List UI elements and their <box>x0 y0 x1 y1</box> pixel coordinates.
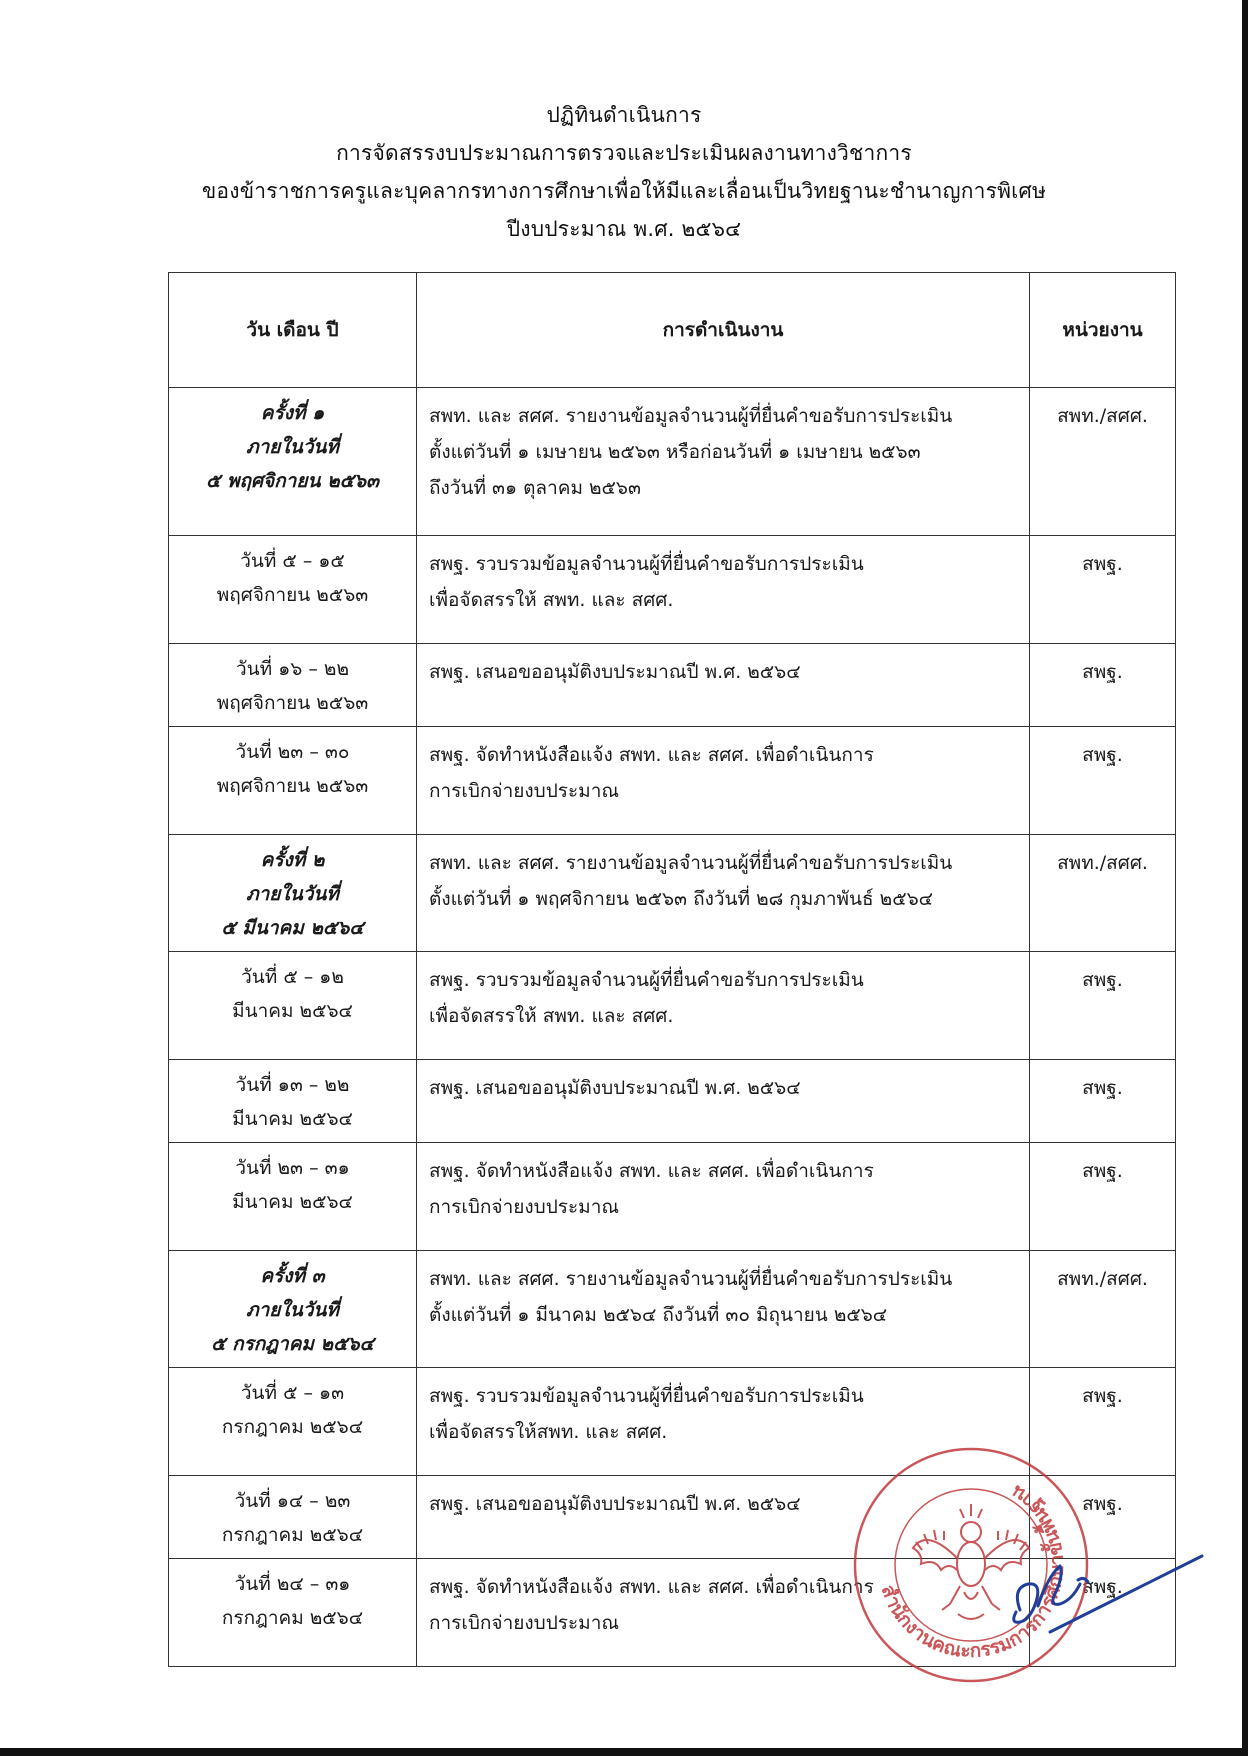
activity-line: การเบิกจ่ายงบประมาณ <box>429 1612 619 1634</box>
activity-cell <box>417 388 1030 536</box>
round-deadline-cell <box>169 1251 417 1368</box>
activity-cell <box>417 1060 1030 1143</box>
date-range-cell <box>169 1060 417 1143</box>
table-row <box>169 952 1176 1060</box>
unit-cell: สพฐ. <box>1030 727 1176 835</box>
date-line: วันที่ ๕ – ๑๓ <box>240 1382 345 1404</box>
activity-cell <box>417 727 1030 835</box>
date-range-cell <box>169 1368 417 1476</box>
date-line: พฤศจิกายน ๒๕๖๓ <box>216 775 369 797</box>
title-line-2: การจัดสรรงบประมาณการตรวจและประเมินผลงานทางวิชาการ <box>336 141 912 165</box>
date-line: ๕ กรกฎาคม ๒๕๖๔ <box>211 1333 374 1355</box>
round-deadline-cell <box>169 388 417 536</box>
date-range-cell <box>169 536 417 644</box>
scan-edge-right <box>1242 0 1248 1756</box>
activity-line: สพท. และ สศศ. รายงานข้อมูลจำนวนผู้ที่ยื่นคำขอรับการประเมิน <box>429 852 953 874</box>
activity-line: การเบิกจ่ายงบประมาณ <box>429 780 619 802</box>
activity-line: สพฐ. จัดทำหนังสือแจ้ง สพท. และ สศศ. เพื่อดำเนินการ <box>429 1160 874 1182</box>
date-line: วันที่ ๕ – ๑๒ <box>241 966 344 988</box>
scan-edge-bottom <box>0 1748 1248 1756</box>
activity-line: ตั้งแต่วันที่ ๑ เมษายน ๒๕๖๓ หรือก่อนวันที่ ๑ เมษายน ๒๕๖๓ <box>429 441 921 463</box>
date-range-cell <box>169 952 417 1060</box>
unit-cell: สพท./สศศ. <box>1030 1251 1176 1368</box>
activity-cell <box>417 644 1030 727</box>
unit-cell: สพฐ. <box>1030 1368 1176 1476</box>
date-line: วันที่ ๑๖ – ๒๒ <box>236 658 349 680</box>
activity-line: สพฐ. เสนอขออนุมัติงบประมาณปี พ.ศ. ๒๕๖๔ <box>429 1077 801 1099</box>
unit-cell: สพฐ. <box>1030 1559 1176 1667</box>
table-row <box>169 835 1176 952</box>
date-line: ๕ มีนาคม ๒๕๖๔ <box>221 917 364 939</box>
column-header-unit: หน่วยงาน <box>1030 273 1176 388</box>
activity-cell <box>417 952 1030 1060</box>
date-line: มีนาคม ๒๕๖๔ <box>232 1108 353 1130</box>
table-row <box>169 1060 1176 1143</box>
date-range-cell <box>169 1143 417 1251</box>
activity-line: สพฐ. รวบรวมข้อมูลจำนวนผู้ที่ยื่นคำขอรับการประเมิน <box>429 1385 864 1407</box>
title-line-1: ปฏิทินดำเนินการ <box>546 103 702 127</box>
date-line: กรกฎาคม ๒๕๖๔ <box>221 1524 364 1546</box>
activity-cell <box>417 1143 1030 1251</box>
date-line: ๕ พฤศจิกายน ๒๕๖๓ <box>205 470 380 492</box>
activity-line: เพื่อจัดสรรให้ สพท. และ สศศ. <box>429 1005 674 1027</box>
activity-line: เพื่อจัดสรรให้ สพท. และ สศศ. <box>429 589 674 611</box>
activity-line: ตั้งแต่วันที่ ๑ มีนาคม ๒๕๖๔ ถึงวันที่ ๓๐ มิถุนายน ๒๕๖๔ <box>429 1304 888 1326</box>
activity-line: สพฐ. เสนอขออนุมัติงบประมาณปี พ.ศ. ๒๕๖๔ <box>429 661 801 683</box>
activity-line: สพฐ. รวบรวมข้อมูลจำนวนผู้ที่ยื่นคำขอรับการประเมิน <box>429 969 864 991</box>
activity-line: สพฐ. เสนอขออนุมัติงบประมาณปี พ.ศ. ๒๕๖๔ <box>429 1493 801 1515</box>
activity-line: สพฐ. จัดทำหนังสือแจ้ง สพท. และ สศศ. เพื่อดำเนินการ <box>429 1576 874 1598</box>
date-line: มีนาคม ๒๕๖๔ <box>232 1000 353 1022</box>
activity-line: ตั้งแต่วันที่ ๑ พฤศจิกายน ๒๕๖๓ ถึงวันที่ ๒๘ กุมภาพันธ์ ๒๕๖๔ <box>429 888 934 910</box>
date-line: วันที่ ๑๓ – ๒๒ <box>235 1074 350 1096</box>
date-line: กรกฎาคม ๒๕๖๔ <box>221 1607 364 1629</box>
activity-line: สพท. และ สศศ. รายงานข้อมูลจำนวนผู้ที่ยื่นคำขอรับการประเมิน <box>429 405 953 427</box>
date-range-cell <box>169 1476 417 1559</box>
unit-cell: สพฐ. <box>1030 644 1176 727</box>
date-line: วันที่ ๑๔ – ๒๓ <box>234 1490 351 1512</box>
title-line-4: ปีงบประมาณ พ.ศ. ๒๕๖๔ <box>506 217 742 241</box>
title-line-3: ของข้าราชการครูและบุคลากรทางการศึกษาเพื่อให้มีและเลื่อนเป็นวิทยฐานะชำนาญการพิเศษ <box>201 179 1047 203</box>
date-line: ครั้งที่ ๓ <box>260 1265 325 1287</box>
unit-cell: สพท./สศศ. <box>1030 835 1176 952</box>
column-header-date: วัน เดือน ปี <box>169 273 417 388</box>
unit-cell: สพฐ. <box>1030 536 1176 644</box>
round-deadline-cell <box>169 835 417 952</box>
unit-cell: สพฐ. <box>1030 952 1176 1060</box>
activity-line: สพท. และ สศศ. รายงานข้อมูลจำนวนผู้ที่ยื่นคำขอรับการประเมิน <box>429 1268 953 1290</box>
table-row <box>169 727 1176 835</box>
table-row <box>169 1251 1176 1368</box>
table-row <box>169 536 1176 644</box>
date-range-cell <box>169 727 417 835</box>
document-title <box>0 96 1248 248</box>
date-line: มีนาคม ๒๕๖๔ <box>232 1191 353 1213</box>
unit-cell: สพฐ. <box>1030 1476 1176 1559</box>
signature-icon <box>990 1540 1210 1660</box>
date-line: วันที่ ๕ – ๑๕ <box>240 550 345 572</box>
activity-line: สพฐ. รวบรวมข้อมูลจำนวนผู้ที่ยื่นคำขอรับการประเมิน <box>429 553 864 575</box>
date-line: ภายในวันที่ <box>246 1299 339 1321</box>
date-line: วันที่ ๒๓ – ๓๑ <box>235 1157 350 1179</box>
activity-cell <box>417 1251 1030 1368</box>
activity-line: การเบิกจ่ายงบประมาณ <box>429 1196 619 1218</box>
unit-cell: สพฐ. <box>1030 1060 1176 1143</box>
date-range-cell <box>169 1559 417 1667</box>
date-line: ครั้งที่ ๑ <box>260 402 325 424</box>
column-header-activity: การดำเนินงาน <box>417 273 1030 388</box>
activity-line: เพื่อจัดสรรให้สพท. และ สศศ. <box>429 1421 668 1443</box>
unit-cell: สพท./สศศ. <box>1030 388 1176 536</box>
unit-cell: สพฐ. <box>1030 1143 1176 1251</box>
activity-cell <box>417 835 1030 952</box>
date-line: ครั้งที่ ๒ <box>260 849 325 871</box>
date-line: วันที่ ๒๔ – ๓๑ <box>234 1573 351 1595</box>
activity-cell <box>417 536 1030 644</box>
date-line: ภายในวันที่ <box>246 883 339 905</box>
date-range-cell <box>169 644 417 727</box>
date-line: พฤศจิกายน ๒๕๖๓ <box>216 692 369 714</box>
seal-text: สำนักงานคณะกรรมการการศึกษาขั้นพื้นฐาน <box>876 1480 1069 1663</box>
table-row <box>169 388 1176 536</box>
date-line: พฤศจิกายน ๒๕๖๓ <box>216 584 369 606</box>
activity-line: สพฐ. จัดทำหนังสือแจ้ง สพท. และ สศศ. เพื่อดำเนินการ <box>429 744 874 766</box>
date-line: กรกฎาคม ๒๕๖๔ <box>221 1416 364 1438</box>
date-line: วันที่ ๒๓ – ๓๐ <box>235 741 350 763</box>
table-row <box>169 1143 1176 1251</box>
activity-line: ถึงวันที่ ๓๑ ตุลาคม ๒๕๖๓ <box>429 477 641 499</box>
date-line: ภายในวันที่ <box>246 436 339 458</box>
table-row <box>169 644 1176 727</box>
table-header-row <box>169 273 1176 388</box>
